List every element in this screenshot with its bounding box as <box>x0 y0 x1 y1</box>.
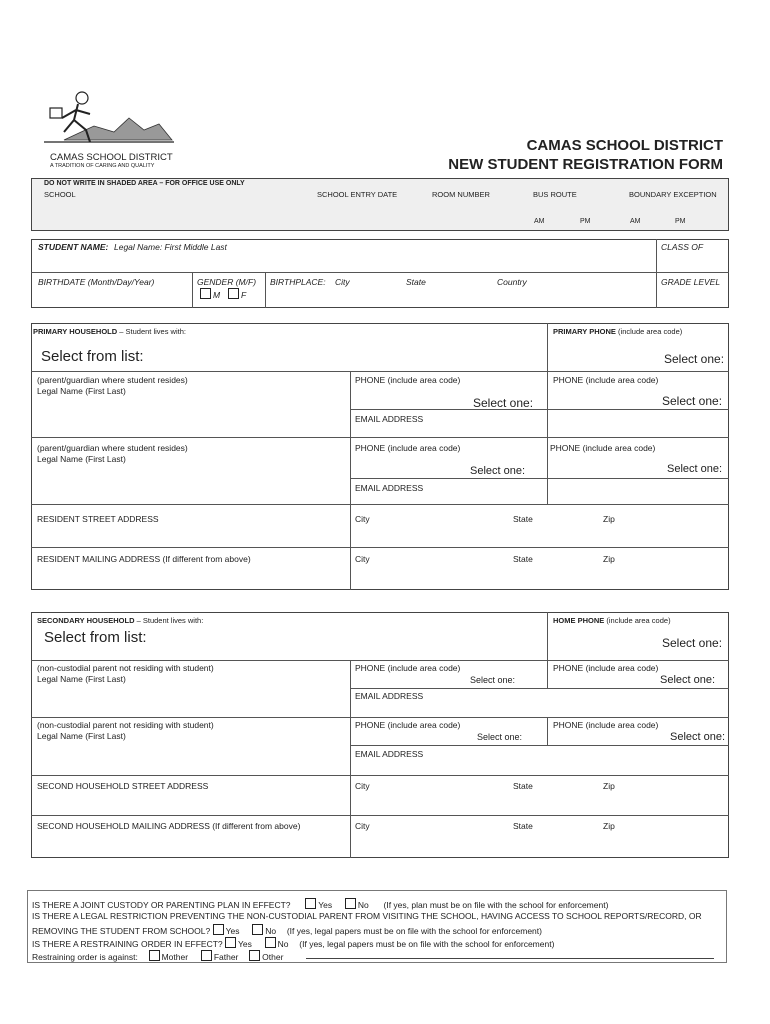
gender-f-text: F <box>241 290 247 300</box>
secondary-mailing-zip: Zip <box>603 821 615 831</box>
secondary-parent2-name-field[interactable] <box>36 743 346 773</box>
secondary-mailing-label: SECOND HOUSEHOLD MAILING ADDRESS (If different from above) <box>37 821 301 831</box>
secondary-parent1-label: (non-custodial parent not residing with student) <box>37 663 214 673</box>
office-use-title: DO NOT WRITE IN SHADED AREA – FOR OFFICE USE ONLY <box>44 180 245 187</box>
birthdate-field[interactable] <box>36 290 188 306</box>
office-boundary-am: AM <box>630 218 641 225</box>
restraining-order-question <box>32 937 554 949</box>
primary-mailing-city: City <box>355 554 370 564</box>
gender-label: GENDER (M/F) <box>197 277 257 287</box>
secondary-mailing-city-field[interactable] <box>354 834 726 856</box>
secondary-household-title <box>37 616 203 625</box>
primary-street-field[interactable] <box>36 526 346 545</box>
home-phone-hint: (include area code) <box>606 616 671 625</box>
secondary-street-label: SECOND HOUSEHOLD STREET ADDRESS <box>37 781 209 791</box>
student-name-field[interactable] <box>36 254 652 270</box>
primary-title-text: PRIMARY HOUSEHOLD <box>33 327 118 336</box>
primary-mailing-state: State <box>513 554 533 564</box>
office-boundary-pm: PM <box>675 218 686 225</box>
student-name-label: STUDENT NAME: <box>38 242 109 252</box>
primary-guardian2-phone1-label: PHONE (include area code) <box>355 443 461 453</box>
secondary-parent2-phone1-select[interactable]: Select one: <box>477 732 523 742</box>
secondary-lives-text: – Student lives with: <box>134 616 204 625</box>
gender-f-option[interactable] <box>228 288 246 300</box>
grade-level-field[interactable] <box>660 290 726 306</box>
office-boundary-label: BOUNDARY EXCEPTION <box>629 190 717 199</box>
secondary-parent2-email-field[interactable] <box>354 760 726 773</box>
primary-relationship-select[interactable]: Select from list: <box>41 348 144 365</box>
secondary-parent2-phone2-label: PHONE (include area code) <box>553 720 659 730</box>
joint-custody-no-label: No <box>357 900 369 910</box>
secondary-title-text: SECONDARY HOUSEHOLD <box>37 616 135 625</box>
birthplace-country-label: Country <box>497 277 527 287</box>
legal-restriction-question-line1: IS THERE A LEGAL RESTRICTION PREVENTING THE NON-CUSTODIAL PARENT FROM VISITING THE SCHOOL, HAVING ACCESS TO SCHOOL REPORTS/RECORD, OR <box>32 911 702 921</box>
against-father-label: Father <box>213 952 239 962</box>
primary-guardian2-phone1-select[interactable]: Select one: <box>470 465 526 477</box>
grade-level-label: GRADE LEVEL <box>661 277 721 287</box>
primary-guardian2-label: (parent/guardian where student resides) <box>37 443 188 453</box>
primary-guardian1-label: (parent/guardian where student resides) <box>37 375 188 385</box>
secondary-parent2-email-label: EMAIL ADDRESS <box>355 749 424 759</box>
secondary-parent1-phone2-label: PHONE (include area code) <box>553 663 659 673</box>
district-logo <box>34 88 174 173</box>
restraining-order-yes-label: Yes <box>238 939 252 949</box>
secondary-parent2-phone1-label: PHONE (include area code) <box>355 720 461 730</box>
legal-restriction-no-checkbox[interactable] <box>252 924 263 935</box>
primary-phone-title <box>553 327 682 336</box>
secondary-relationship-select[interactable]: Select from list: <box>44 629 147 646</box>
restraining-against-label: Restraining order is against: <box>32 952 138 962</box>
restraining-order-note: (If yes, legal papers must be on file with the school for enforcement) <box>299 939 555 949</box>
office-bus-label: BUS ROUTE <box>533 190 577 199</box>
primary-mailing-city-field[interactable] <box>354 566 726 588</box>
secondary-mailing-field[interactable] <box>36 834 346 856</box>
gender-m-text: M <box>213 290 221 300</box>
primary-guardian2-name-field[interactable] <box>36 466 346 502</box>
secondary-parent1-legal-name: Legal Name (First Last) <box>37 674 126 684</box>
primary-guardian2-phone2-select[interactable]: Select one: <box>667 463 723 475</box>
secondary-street-field[interactable] <box>36 794 346 813</box>
secondary-parent1-name-field[interactable] <box>36 686 346 715</box>
against-other-label: Other <box>262 952 284 962</box>
joint-custody-question <box>32 898 608 910</box>
office-entry-date-label: SCHOOL ENTRY DATE <box>317 190 398 199</box>
primary-mailing-zip: Zip <box>603 554 615 564</box>
secondary-parent1-phone1-select[interactable]: Select one: <box>470 675 516 685</box>
secondary-street-state: State <box>513 781 533 791</box>
birthdate-label: BIRTHDATE (Month/Day/Year) <box>38 277 155 287</box>
legal-restriction-note: (If yes, legal papers must be on file with the school for enforcement) <box>286 926 542 936</box>
joint-custody-yes-label: Yes <box>318 900 333 910</box>
legal-restriction-no-label: No <box>265 926 277 936</box>
against-other-checkbox[interactable] <box>249 950 260 961</box>
primary-mailing-field[interactable] <box>36 566 346 588</box>
primary-mailing-label: RESIDENT MAILING ADDRESS (If different from above) <box>37 554 251 564</box>
secondary-parent1-phone2-select[interactable]: Select one: <box>660 674 716 686</box>
office-bus-pm: PM <box>580 218 591 225</box>
primary-guardian1-email-label: EMAIL ADDRESS <box>355 414 424 424</box>
secondary-parent1-email-field[interactable] <box>354 702 726 715</box>
home-phone-title-text: HOME PHONE <box>553 616 605 625</box>
primary-street-city-field[interactable] <box>354 526 726 545</box>
primary-guardian2-phone2-label: PHONE (include area code) <box>550 443 656 453</box>
restraining-order-against <box>32 950 283 962</box>
against-mother-label: Mother <box>161 952 189 962</box>
legal-restriction-text: REMOVING THE STUDENT FROM SCHOOL? <box>32 926 211 936</box>
title-form: NEW STUDENT REGISTRATION FORM <box>448 156 723 173</box>
legal-restriction-yes-checkbox[interactable] <box>213 924 224 935</box>
primary-lives-text: – Student lives with: <box>117 327 186 336</box>
legal-restriction-question-line2 <box>32 924 542 936</box>
secondary-mailing-state: State <box>513 821 533 831</box>
joint-custody-text: IS THERE A JOINT CUSTODY OR PARENTING PLAN IN EFFECT? <box>32 900 291 910</box>
class-of-field[interactable] <box>660 254 726 270</box>
secondary-parent2-phone2-select[interactable]: Select one: <box>670 731 726 743</box>
student-name-hint: Legal Name: First Middle Last <box>114 242 227 252</box>
restraining-order-yes-checkbox[interactable] <box>225 937 236 948</box>
primary-guardian2-legal-name: Legal Name (First Last) <box>37 454 126 464</box>
restraining-order-text: IS THERE A RESTRAINING ORDER IN EFFECT? <box>32 939 223 949</box>
birthplace-state-label: State <box>406 277 426 287</box>
primary-guardian1-phone2-select[interactable]: Select one: <box>662 394 723 408</box>
primary-phone-title-text: PRIMARY PHONE <box>553 327 616 336</box>
primary-street-city: City <box>355 514 370 524</box>
gender-f-checkbox[interactable] <box>228 288 239 299</box>
secondary-parent1-email-label: EMAIL ADDRESS <box>355 691 424 701</box>
primary-guardian2-email-label: EMAIL ADDRESS <box>355 483 424 493</box>
birthplace-label: BIRTHPLACE: <box>270 277 326 287</box>
primary-guardian1-email-field[interactable] <box>354 424 726 436</box>
primary-guardian1-legal-name: Legal Name (First Last) <box>37 386 126 396</box>
primary-guardian1-name-field[interactable] <box>36 398 346 434</box>
primary-phone-hint: (include area code) <box>618 327 683 336</box>
title-district: CAMAS SCHOOL DISTRICT <box>526 137 723 154</box>
joint-custody-note: (If yes, plan must be on file with the school for enforcement) <box>383 900 609 910</box>
logo-name: CAMAS SCHOOL DISTRICT <box>50 152 173 163</box>
home-phone-title <box>553 616 671 625</box>
joint-custody-yes-checkbox[interactable] <box>305 898 316 909</box>
restraining-order-no-checkbox[interactable] <box>265 937 276 948</box>
against-other-field[interactable] <box>306 958 714 959</box>
office-bus-am: AM <box>534 218 545 225</box>
primary-street-label: RESIDENT STREET ADDRESS <box>37 514 159 524</box>
joint-custody-no-checkbox[interactable] <box>345 898 356 909</box>
birthplace-field[interactable] <box>270 290 652 306</box>
secondary-street-city-field[interactable] <box>354 794 726 813</box>
against-father-checkbox[interactable] <box>201 950 212 961</box>
office-room-label: ROOM NUMBER <box>432 190 490 199</box>
primary-guardian2-email-field[interactable] <box>354 492 726 503</box>
secondary-street-city: City <box>355 781 370 791</box>
primary-guardian1-phone1-select[interactable]: Select one: <box>473 396 534 410</box>
secondary-parent2-legal-name: Legal Name (First Last) <box>37 731 126 741</box>
class-of-label: CLASS OF <box>661 242 704 252</box>
primary-street-state: State <box>513 514 533 524</box>
secondary-parent1-phone1-label: PHONE (include area code) <box>355 663 461 673</box>
secondary-street-zip: Zip <box>603 781 615 791</box>
restraining-order-no-label: No <box>277 939 289 949</box>
runner-logo-icon <box>34 88 174 148</box>
gender-m-option[interactable] <box>200 288 220 300</box>
home-phone-type-select[interactable]: Select one: <box>662 636 723 650</box>
primary-guardian1-phone2-label: PHONE (include area code) <box>553 375 659 385</box>
office-school-label: SCHOOL <box>44 190 76 199</box>
primary-guardian1-phone1-label: PHONE (include area code) <box>355 375 461 385</box>
legal-restriction-yes-label: Yes <box>225 926 240 936</box>
birthplace-city-label: City <box>335 277 350 287</box>
secondary-parent2-label: (non-custodial parent not residing with student) <box>37 720 214 730</box>
primary-street-zip: Zip <box>603 514 615 524</box>
primary-household-title <box>33 327 186 336</box>
gender-m-checkbox[interactable] <box>200 288 211 299</box>
logo-tagline: A TRADITION OF CARING AND QUALITY <box>50 163 155 169</box>
primary-phone-type-select[interactable]: Select one: <box>664 352 725 366</box>
secondary-mailing-city: City <box>355 821 370 831</box>
against-mother-checkbox[interactable] <box>149 950 160 961</box>
